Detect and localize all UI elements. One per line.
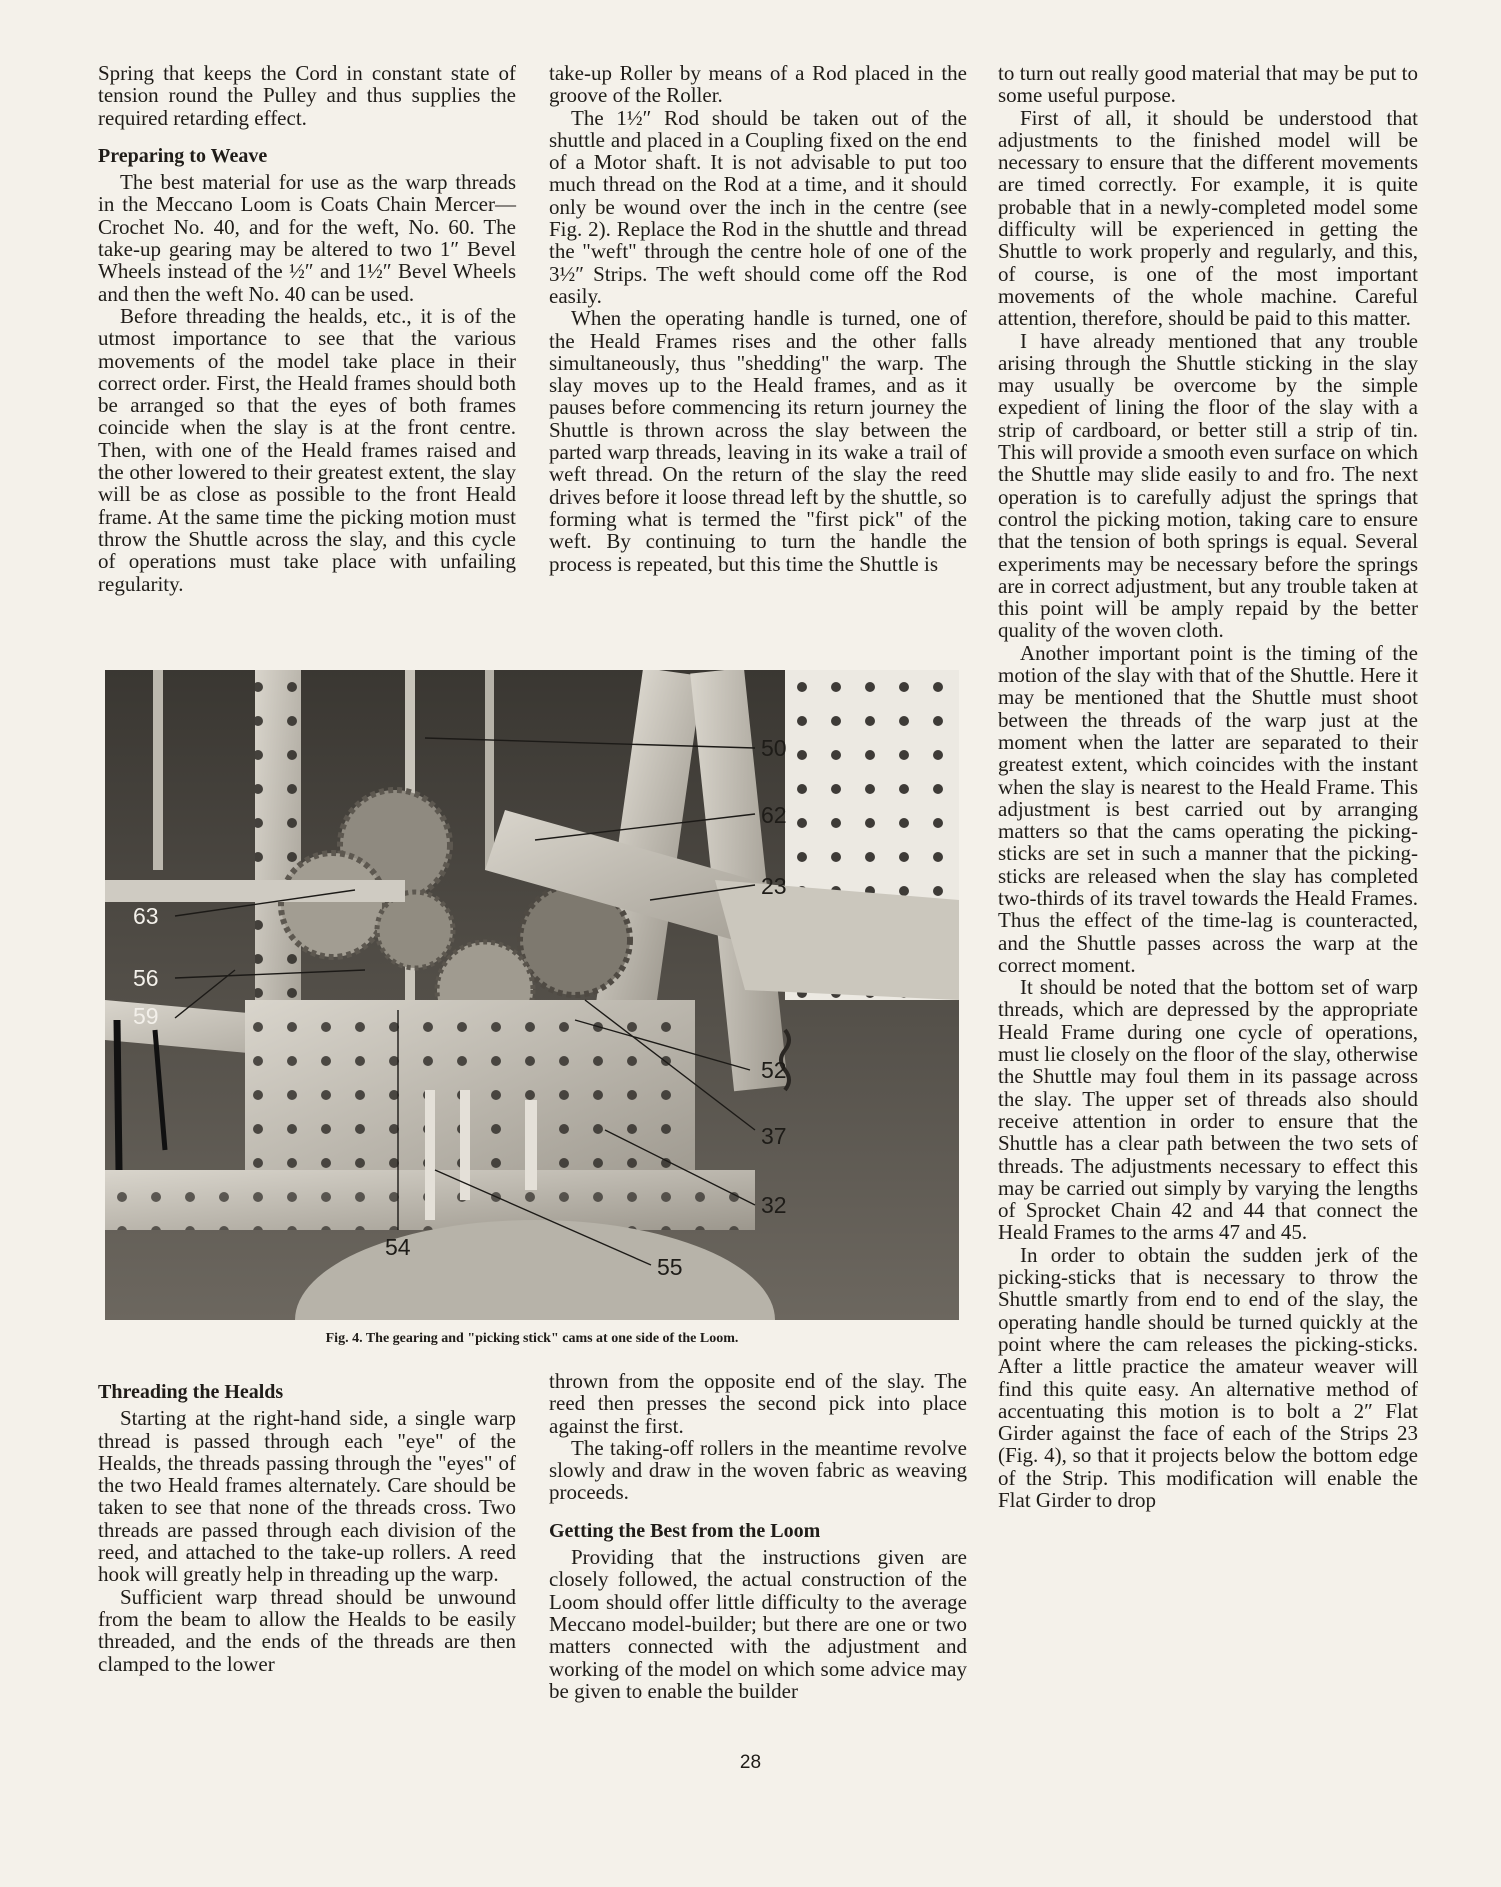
- paragraph: I have already mentioned that any trouble arising through the Shuttle sticking in the slay may usually be overcome by the simple expedient of lining the floor of the slay with a strip of cardboard, or better still a strip of tin. This will provide a smooth even surface on which the Shuttle may slide easily to and fro. The next operation is to carefully adjust the springs that control the picking motion, taking care to ensure that the tension of both springs is equal. Several experiments may be necessary before the springs are in correct adjustment, but any trouble taken at this point will be amply repaid by the better quality of the woven cloth.: [998, 328, 1418, 643]
- paragraph: thrown from the opposite end of the slay. The reed then presses the second pick into place against the first.: [549, 1369, 967, 1438]
- column-3: [998, 62, 1418, 1511]
- callout-52: 52: [761, 1057, 787, 1083]
- figure-caption: Fig. 4. The gearing and "picking stick" cams at one side of the Loom.: [325, 1331, 739, 1346]
- callout-63: 63: [133, 903, 159, 929]
- callout-37: 37: [761, 1123, 787, 1149]
- paragraph: The best material for use as the warp threads in the Meccano Loom is Coats Chain Mercer—Crochet No. 40, and for the weft, No. 60. The take-up gearing may be altered to two 1″ Bevel Wheels instead of the ½″ and 1½″ Bevel Wheels and then the weft No. 40 can be used.: [98, 170, 516, 306]
- paragraph: The 1½″ Rod should be taken out of the shuttle and placed in a Coupling fixed on the end of a Motor shaft. It is not advisable to put too much thread on the Rod at a time, and it should only be wound over the inch in the centre (see Fig. 2). Replace the Rod in the shuttle and thread the "weft" through the centre hole of one of the 3½″ Strips. The weft should come off the Rod easily.: [549, 105, 967, 308]
- column-1-bottom: [98, 1381, 516, 1675]
- paragraph: It should be noted that the bottom set of warp threads, which are depressed by the appropriate Heald Frame during one cycle of operations, must lie closely on the floor of the slay, otherwise the Shuttle may foul them in its passage across the slay. The upper set of threads also should receive attention in order to ensure that the Shuttle has a clear path between the two sets of threads. The adjustments necessary to effect this may be carried out simply by varying the lengths of Sprocket Chain 42 and 44 that connect the Heald Frames to the arms 47 and 45.: [998, 975, 1418, 1245]
- paragraph: The taking-off rollers in the meantime revolve slowly and draw in the woven fabric as weaving proceeds.: [549, 1435, 967, 1505]
- paragraph: Spring that keeps the Cord in constant state of tension round the Pulley and thus supplies the required retarding effect.: [98, 61, 516, 130]
- callout-50: 50: [761, 735, 787, 761]
- column-1: [98, 62, 516, 595]
- section-heading-threading-the-healds: Threading the Healds: [98, 1381, 284, 1403]
- section-heading-preparing-to-weave: Preparing to Weave: [98, 144, 268, 167]
- callout-32: 32: [761, 1192, 787, 1218]
- paragraph: Sufficient warp thread should be unwound from the beam to allow the Healds to be easily threaded, and the ends of the threads are then clamped to the lower: [98, 1584, 516, 1676]
- paragraph: take-up Roller by means of a Rod placed in the groove of the Roller.: [549, 61, 967, 108]
- callout-59: 59: [133, 1003, 159, 1029]
- paragraph: Providing that the instructions given are closely followed, the actual construction of the Loom should offer little difficulty to the average Meccano model-builder; but there are one or two matters connected with the adjustment and working of the model on which some advice may be given to enable the builder: [549, 1545, 967, 1703]
- callout-55: 55: [657, 1254, 683, 1280]
- callout-62: 62: [761, 802, 787, 828]
- paragraph: In order to obtain the sudden jerk of the picking-sticks that is necessary to throw the Shuttle smartly from end to end of the slay, the operating handle should be turned quickly at the point where the cam releases the picking-sticks. After a little practice the amateur weaver will find this quite easy. An alternative method of accentuating this motion is to bolt a 2″ Flat Girder against the face of each of the Strips 23 (Fig. 4), so that it projects below the bottom edge of the Strip. This modification will enable the Flat Girder to drop: [998, 1242, 1418, 1512]
- callout-23: 23: [761, 873, 787, 899]
- paragraph: When the operating handle is turned, one of the Heald Frames rises and the other falls simultaneously, thus "shedding" the warp. The slay moves up to the Heald frames, and as it pauses before commencing its return journey the Shuttle is thrown across the slay between the parted warp threads, leaving in its wake a trail of weft thread. On the return of the slay the reed drives before it loose thread left by the shuttle, so forming what is termed the "first pick" of the weft. By continuing to turn the handle the process is repeated, but this time the Shuttle is: [549, 306, 967, 576]
- section-heading-getting-the-best: Getting the Best from the Loom: [549, 1519, 821, 1542]
- callout-56: 56: [133, 965, 159, 991]
- column-2: [549, 62, 967, 575]
- paragraph: to turn out really good material that may be put to some useful purpose.: [998, 61, 1418, 108]
- paragraph: Before threading the healds, etc., it is of the utmost importance to see that the various movements of the model take place in their correct order. First, the Heald frames should both be arranged so that the eyes of both frames coincide when the slay is at the front centre. Then, with one of the Heald frames raised and the other lowered to their greatest extent, the slay will be as close as possible to the front Heald frame. At the same time the picking motion must throw the Shuttle across the slay, and this cycle of operations must take place with unfailing regularity.: [98, 303, 516, 596]
- figure-4-photo: [105, 670, 959, 1320]
- column-2-bottom: [549, 1370, 967, 1702]
- paragraph: First of all, it should be understood that adjustments to the finished model will be necessary to ensure that the different movements are timed correctly. For example, it is quite probable that in a newly-completed model some difficulty will be experienced in getting the Shuttle to work properly and regularly, and this, of course, is one of the most important movements of the whole machine. Careful attention, therefore, should be paid to this matter.: [998, 105, 1418, 331]
- page-number: 28: [739, 1752, 762, 1773]
- paragraph: Starting at the right-hand side, a single warp thread is passed through each "eye" of the Healds, the threads passing through the "eyes" of the two Heald frames alternately. Care should be taken to see that none of the threads cross. Two threads are passed through each division of the reed, and attached to the take-up rollers. A reed hook will greatly help in threading up the warp.: [98, 1406, 516, 1587]
- callout-54: 54: [385, 1234, 411, 1260]
- paragraph: Another important point is the timing of the motion of the slay with that of the Shuttle. Here it may be mentioned that the Shuttle must shoot between the threads of the warp just at the moment when the latter are separated to their greatest extent, which coincides with the instant when the slay is nearest to the Heald Frame. This adjustment is best carried out by arranging matters so that the cams operating the picking-sticks are set in such a manner that the picking-sticks are released when the slay has completed two-thirds of its travel towards the Heald Frames. Thus the effect of the time-lag is counteracted, and the Shuttle passes across the warp at the correct moment.: [998, 640, 1418, 977]
